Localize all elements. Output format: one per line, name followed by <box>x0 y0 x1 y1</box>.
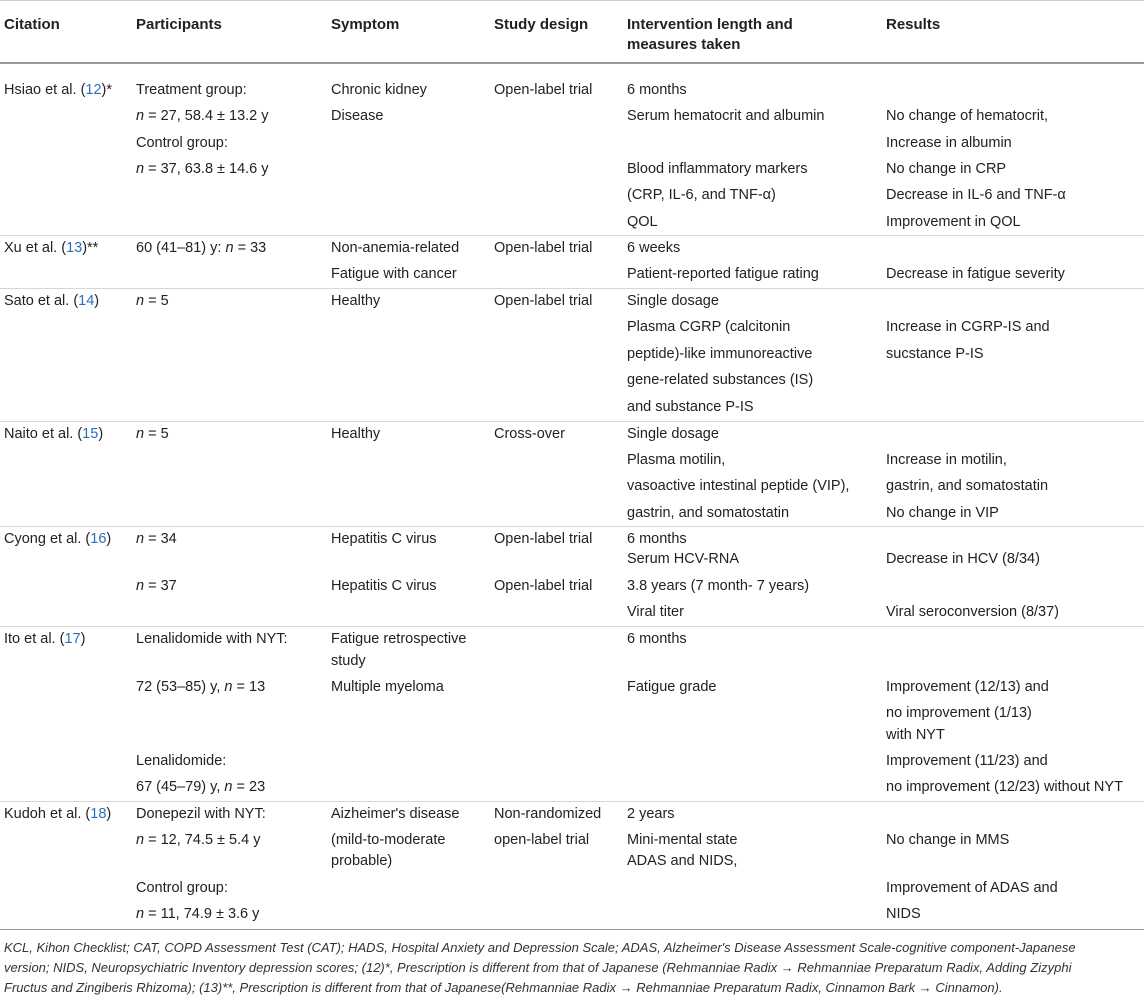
intervention-line: 6 weeks <box>627 240 681 256</box>
intervention-line: Patient-reported fatigue rating <box>627 266 819 282</box>
participants-line: 72 (53–85) y, n = 13 <box>136 679 266 695</box>
results-line: No change in CRP <box>886 161 1007 177</box>
results-line: Improvement of ADAS and <box>886 880 1058 896</box>
intervention-line: Single dosage <box>627 426 719 442</box>
participants-line: n = 37, 63.8 ± 14.6 y <box>136 161 269 177</box>
symptom-line: Multiple myeloma <box>331 679 444 695</box>
results-line: Increase in albumin <box>886 135 1012 151</box>
results-line: gastrin, and somatostatin <box>886 478 1049 494</box>
symptom-line: Fatigue retrospective <box>331 631 467 647</box>
participants-line: 67 (45–79) y, n = 23 <box>136 779 266 795</box>
citation-xu: Xu et al. (13)** <box>4 240 99 256</box>
col-header-results: Results <box>886 16 941 33</box>
results-line: Decrease in fatigue severity <box>886 266 1065 282</box>
intervention-line: Serum HCV-RNA <box>627 551 739 567</box>
participants-line: Lenalidomide with NYT: <box>136 631 288 647</box>
results-line: Decrease in HCV (8/34) <box>886 551 1040 567</box>
results-line: Decrease in IL-6 and TNF-α <box>886 187 1066 203</box>
results-line: with NYT <box>886 727 945 743</box>
results-line: sucstance P-IS <box>886 346 984 362</box>
intervention-line: peptide)-like immunoreactive <box>627 346 813 362</box>
symptom-line: Healthy <box>331 293 381 309</box>
symptom-line: study <box>331 653 366 669</box>
col-header-participants: Participants <box>136 16 222 33</box>
results-line: no improvement (1/13) <box>886 705 1032 721</box>
participants-line: Donepezil with NYT: <box>136 806 266 822</box>
symptom-line: Non-anemia-related <box>331 240 460 256</box>
intervention-line: vasoactive intestinal peptide (VIP), <box>627 478 850 494</box>
footnote-line: KCL, Kihon Checklist; CAT, COPD Assessment Test (CAT); HADS, Hospital Anxiety and Depression Scale; ADAS, Alzheimer's Disease Assessment Scale-cognitive component-Japanese <box>4 940 1076 955</box>
results-line: No change in MMS <box>886 832 1010 848</box>
symptom-line: Fatigue with cancer <box>331 266 457 282</box>
participants-line: Lenalidomide: <box>136 753 227 769</box>
col-header-intervention: Intervention length and measures taken <box>627 16 793 53</box>
results-line: Viral seroconversion (8/37) <box>886 604 1060 620</box>
row-divider <box>0 526 1144 527</box>
design-line: Open-label trial <box>494 578 593 594</box>
intervention-line: Single dosage <box>627 293 719 309</box>
symptom-line: Aizheimer's disease <box>331 806 460 822</box>
results-line: no improvement (12/23) without NYT <box>886 779 1123 795</box>
symptom-line: Chronic kidney <box>331 82 427 98</box>
symptom-line: probable) <box>331 853 393 869</box>
intervention-line: Serum hematocrit and albumin <box>627 108 825 124</box>
col-header-study-design: Study design <box>494 16 589 33</box>
design-line: Cross-over <box>494 426 565 442</box>
intervention-line: 3.8 years (7 month- 7 years) <box>627 578 810 594</box>
intervention-line: 6 months <box>627 531 687 547</box>
design-line: Open-label trial <box>494 82 593 98</box>
participants-line: 60 (41–81) y: n = 33 <box>136 240 267 256</box>
citation-cyong: Cyong et al. (16) <box>4 531 112 547</box>
symptom-line: Hepatitis C virus <box>331 578 437 594</box>
intervention-line: ADAS and NIDS, <box>627 853 738 869</box>
intervention-line: gastrin, and somatostatin <box>627 505 790 521</box>
participants-line: n = 12, 74.5 ± 5.4 y <box>136 832 261 848</box>
table-header <box>0 0 1144 64</box>
intervention-line: 6 months <box>627 631 687 647</box>
participants-line: n = 27, 58.4 ± 13.2 y <box>136 108 269 124</box>
intervention-line: QOL <box>627 214 658 230</box>
design-line: open-label trial <box>494 832 590 848</box>
results-line: No change in VIP <box>886 505 999 521</box>
intervention-line: Plasma motilin, <box>627 452 726 468</box>
design-line: Non-randomized <box>494 806 602 822</box>
row-divider <box>0 801 1144 802</box>
row-divider <box>0 626 1144 627</box>
intervention-line: Plasma CGRP (calcitonin <box>627 319 791 335</box>
participants-line: n = 37 <box>136 578 177 594</box>
col-header-citation: Citation <box>4 16 60 33</box>
participants-line: n = 34 <box>136 531 177 547</box>
results-line: Increase in motilin, <box>886 452 1007 468</box>
participants-line: n = 5 <box>136 293 169 309</box>
intervention-line: (CRP, IL-6, and TNF-α) <box>627 187 776 203</box>
intervention-line: Fatigue grade <box>627 679 717 695</box>
intervention-line: Mini-mental state <box>627 832 738 848</box>
participants-line: Treatment group: <box>136 82 247 98</box>
intervention-line: 6 months <box>627 82 687 98</box>
row-divider <box>0 288 1144 289</box>
results-line: Improvement in QOL <box>886 214 1021 230</box>
results-line: Improvement (11/23) and <box>886 753 1048 769</box>
design-line: Open-label trial <box>494 531 593 547</box>
results-line: Improvement (12/13) and <box>886 679 1049 695</box>
design-line: Open-label trial <box>494 293 593 309</box>
citation-hsiao: Hsiao et al. (12)* <box>4 82 113 98</box>
results-line: Increase in CGRP-IS and <box>886 319 1050 335</box>
footnote-line: version; NIDS, Neuropsychiatric Inventory depression scores; (12)*, Prescription is different from that of Japanese (Rehmanniae Radix → Rehmanniae Preparatum Radix, Adding Zizyphi <box>4 960 1072 975</box>
intervention-line: Blood inflammatory markers <box>627 161 808 177</box>
footnote-line: Fructus and Zingiberis Rhizoma); (13)**, Prescription is different from that of Japanese(Rehmanniae Radix → Rehmanniae Preparatum Radix, Cinnamon Bark → Cinnamon). <box>4 980 1003 995</box>
symptom-line: Hepatitis C virus <box>331 531 437 547</box>
symptom-line: Healthy <box>331 426 381 442</box>
intervention-line: and substance P-IS <box>627 399 754 415</box>
results-line: NIDS <box>886 906 921 922</box>
participants-line: Control group: <box>136 880 228 896</box>
table-bottom-rule <box>0 929 1144 930</box>
design-line: Open-label trial <box>494 240 593 256</box>
citation-sato: Sato et al. (14) <box>4 293 100 309</box>
symptom-line: (mild-to-moderate <box>331 832 446 848</box>
intervention-line: gene-related substances (IS) <box>627 372 814 388</box>
intervention-line: 2 years <box>627 806 675 822</box>
participants-line: Control group: <box>136 135 228 151</box>
participants-line: n = 11, 74.9 ± 3.6 y <box>136 906 260 922</box>
col-header-symptom: Symptom <box>331 16 400 33</box>
row-divider <box>0 235 1144 236</box>
citation-kudoh: Kudoh et al. (18) <box>4 806 112 822</box>
row-divider <box>0 421 1144 422</box>
participants-line: n = 5 <box>136 426 169 442</box>
citation-naito: Naito et al. (15) <box>4 426 104 442</box>
citation-ito: Ito et al. (17) <box>4 631 86 647</box>
intervention-line: Viral titer <box>627 604 684 620</box>
symptom-line: Disease <box>331 108 384 124</box>
results-line: No change of hematocrit, <box>886 108 1049 124</box>
